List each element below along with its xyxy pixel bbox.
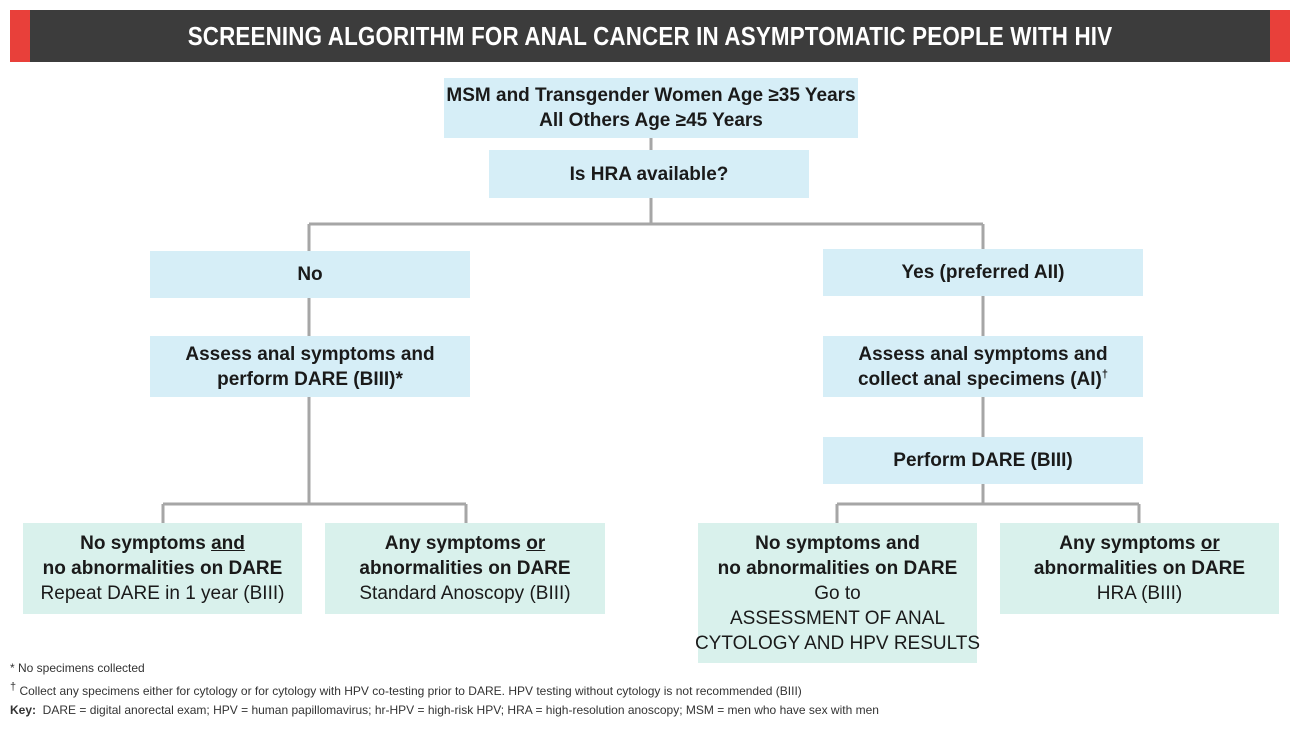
no-left-line-2: no abnormalities on DARE <box>42 558 283 579</box>
yes-left-action-3: CYTOLOGY AND HPV RESULTS <box>694 632 981 654</box>
no-assess-line-2: perform DARE (BIII)* <box>217 368 403 390</box>
yes-left-action-2: ASSESSMENT OF ANAL <box>729 607 946 629</box>
no-right-line-2: abnormalities on DARE <box>359 558 571 579</box>
yes-left-line-2: no abnormalities on DARE <box>717 557 958 579</box>
no-left-action: Repeat DARE in 1 year (BIII) <box>40 583 285 604</box>
no-left-outcome-box <box>23 523 302 614</box>
yes-right-line-2: abnormalities on DARE <box>1033 558 1246 579</box>
yes-assess-line-2-wrap <box>858 367 1108 392</box>
no-right-line-1 <box>385 531 545 556</box>
footnote-key <box>10 703 879 717</box>
yes-assess-line-2: collect anal specimens (AI) <box>857 368 1102 390</box>
key-text: DARE = digital anorectal exam; HPV = human papillomavirus; hr-HPV = high-risk HPV; HRA = high-resolution anoscopy; MSM = men who have sex with men <box>36 703 879 717</box>
no-assess-line-1: Assess anal symptoms and <box>185 343 435 365</box>
yes-right-action: HRA (BIII) <box>1096 583 1183 604</box>
yes-branch-label: Yes (preferred AII) <box>901 262 1065 283</box>
footnote-star: * No specimens collected <box>10 661 145 675</box>
yes-left-line-1: No symptoms and <box>755 532 920 554</box>
yes-branch-box <box>823 249 1143 296</box>
yes-right-line-1 <box>1059 531 1219 556</box>
no-right-action: Standard Anoscopy (BIII) <box>359 583 571 604</box>
no-branch-label: No <box>297 264 323 285</box>
question-box <box>489 150 809 198</box>
perform-dare-box <box>823 437 1143 484</box>
yes-assess-box <box>823 336 1143 397</box>
no-assess-box <box>150 336 470 397</box>
no-left-line-1-text: No symptoms <box>80 533 212 554</box>
start-population-box <box>444 78 858 138</box>
start-line-1: MSM and Transgender Women Age ≥35 Years <box>446 85 856 106</box>
perform-dare-text: Perform DARE (BIII) <box>893 450 1073 471</box>
footnote-dagger <box>10 681 802 698</box>
no-right-line-1-emphasis: or <box>526 533 546 554</box>
start-line-2: All Others Age ≥45 Years <box>539 110 763 131</box>
no-branch-box <box>150 251 470 298</box>
yes-right-line-1-emphasis: or <box>1200 533 1220 554</box>
yes-left-outcome-box <box>694 523 981 663</box>
yes-assess-line-1: Assess anal symptoms and <box>858 343 1108 365</box>
no-right-outcome-box <box>325 523 605 614</box>
footnote-dagger-text: Collect any specimens either for cytology or for cytology with HPV co-testing prior to DARE. HPV testing without cytology is not recommended (BIII) <box>16 684 802 698</box>
key-label: Key: <box>10 703 37 717</box>
yes-right-outcome-box <box>1000 523 1279 614</box>
yes-right-line-1-text: Any symptoms <box>1059 533 1201 554</box>
dagger-mark: † <box>1101 368 1109 381</box>
yes-left-action-1: Go to <box>814 582 861 604</box>
page-title: SCREENING ALGORITHM FOR ANAL CANCER IN ASYMPTOMATIC PEOPLE WITH HIV <box>187 21 1113 51</box>
question-text: Is HRA available? <box>569 163 729 185</box>
no-left-line-1-emphasis: and <box>211 533 245 554</box>
no-left-line-1 <box>80 531 245 556</box>
footnote-dagger-mark: † <box>10 681 17 693</box>
no-right-line-1-text: Any symptoms <box>384 533 527 554</box>
